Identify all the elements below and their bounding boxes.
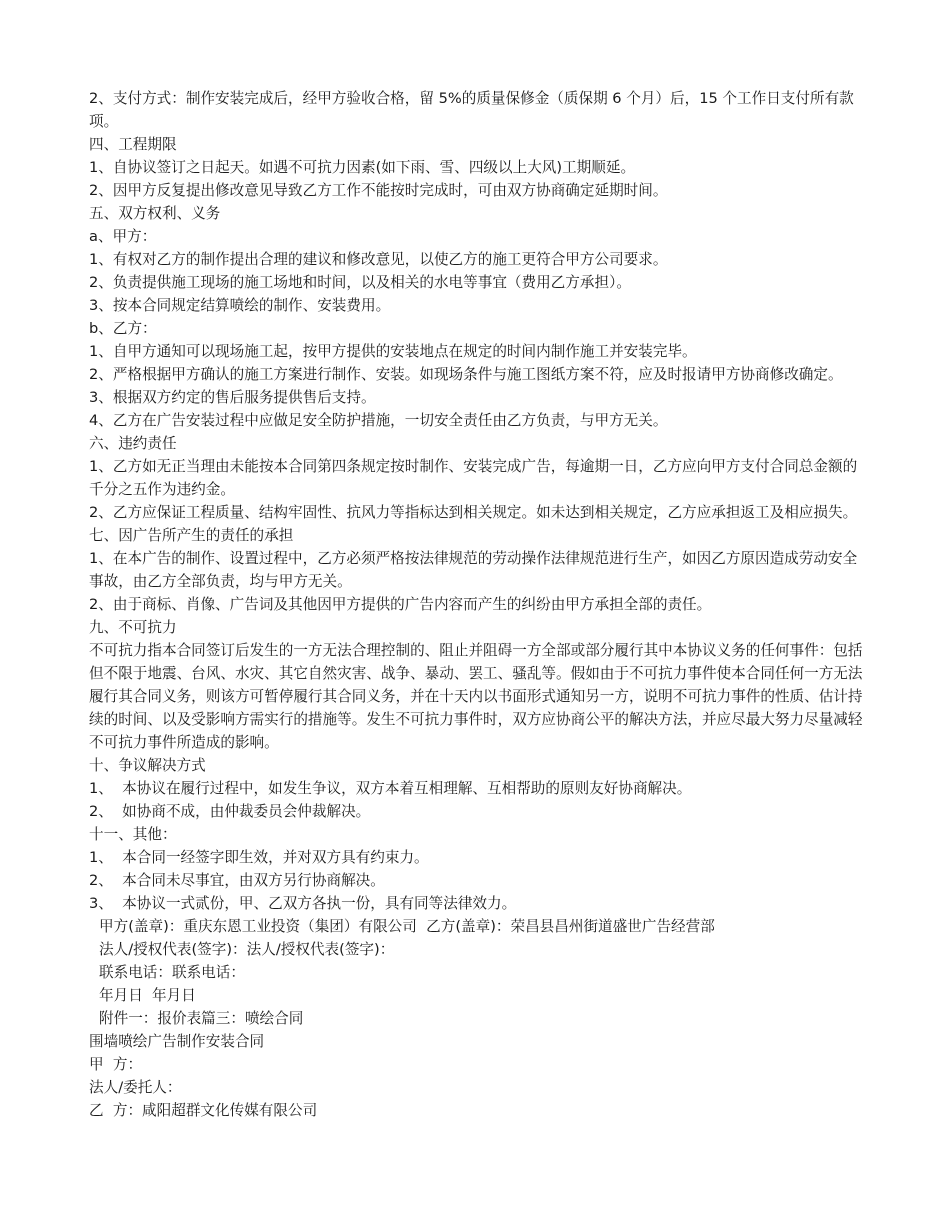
party-b-subheading: b、乙方：	[89, 320, 157, 337]
clause-text: 4、乙方在广告安装过程中应做足安全防护措施，一切安全责任由乙方负责，与甲方无关。	[89, 412, 668, 429]
section-heading-project-period: 四、工程期限	[89, 136, 177, 153]
legal-representative-field: 法人/委托人：	[89, 1079, 182, 1096]
section-heading-other: 十一、其他：	[89, 826, 177, 843]
section-heading-force-majeure: 九、不可抗力	[89, 619, 177, 636]
contract-document	[89, 87, 864, 1122]
clause-text: 2、 本合同未尽事宜，由双方另行协商解决。	[89, 872, 385, 889]
clause-text: 2、因甲方反复提出修改意见导致乙方工作不能按时完成时，可由双方协商确定延期时间。	[89, 182, 668, 199]
clause-text: 1、自协议签订之日起天。如遇不可抗力因素(如下雨、雪、四级以上大风)工期顺延。	[89, 159, 636, 176]
clause-text: 2、负责提供施工现场的施工场地和时间，以及相关的水电等事宜（费用乙方承担）。	[89, 274, 631, 291]
clause-text: 1、 本合同一经签字即生效，并对双方具有约束力。	[89, 849, 429, 866]
clause-text: 3、根据双方约定的售后服务提供售后支持。	[89, 389, 376, 406]
party-b-field: 乙 方：咸阳超群文化传媒有限公司	[89, 1102, 318, 1119]
section-heading-rights-obligations: 五、双方权利、义务	[89, 205, 221, 222]
payment-method-clause: 2、支付方式：制作安装完成后，经甲方验收合格，留 5%的质量保修金（质保期 6 个月）后，15 个工作日支付所有款项。	[89, 90, 854, 130]
clause-text: 3、按本合同规定结算喷绘的制作、安装费用。	[89, 297, 391, 314]
signature-representative-line: 法人/授权代表(签字)：法人/授权代表(签字)：	[99, 941, 395, 958]
second-contract-title: 围墙喷绘广告制作安装合同	[89, 1033, 265, 1050]
section-heading-dispute: 十、争议解决方式	[89, 757, 206, 774]
clause-text: 2、乙方应保证工程质量、结构牢固性、抗风力等指标达到相关规定。如未达到相关规定，乙方应承担返工及相应损失。	[89, 504, 858, 521]
signature-date-line: 年月日 年月日	[99, 987, 196, 1004]
clause-text: 1、有权对乙方的制作提出合理的建议和修改意见，以使乙方的施工更符合甲方公司要求。	[89, 251, 668, 268]
clause-text: 2、 如协商不成，由仲裁委员会仲裁解决。	[89, 803, 371, 820]
section-heading-liability: 七、因广告所产生的责任的承担	[89, 527, 294, 544]
attachment-line: 附件一：报价表篇三：喷绘合同	[99, 1010, 304, 1027]
signature-seal-line: 甲方(盖章)：重庆东恩工业投资（集团）有限公司 乙方(盖章)：荣昌县昌州街道盛世广告经营部	[99, 918, 715, 935]
clause-text: 1、自甲方通知可以现场施工起，按甲方提供的安装地点在规定的时间内制作施工并安装完毕。	[89, 343, 697, 360]
party-a-field: 甲 方：	[89, 1056, 143, 1073]
clause-text: 2、严格根据甲方确认的施工方案进行制作、安装。如现场条件与施工图纸方案不符，应及时报请甲方协商修改确定。	[89, 366, 843, 383]
force-majeure-paragraph: 不可抗力指本合同签订后发生的一方无法合理控制的、阻止并阻碍一方全部或部分履行其中本协议义务的任何事件：包括但不限于地震、台风、水灾、其它自然灾害、战争、暴动、罢工、骚乱等。假如由于不可抗力事件使本合同任何一方无法履行其合同义务，则该方可暂停履行其合同义务，并在十天内以书面形式通知另一方，说明不可抗力事件的性质、估计持续的时间、以及受影响方需实行的措施等。发生不可抗力事件时，双方应协商公平的解决方法，并应尽最大努力尽量减轻不可抗力事件所造成的影响。	[89, 642, 863, 751]
section-heading-breach: 六、违约责任	[89, 435, 177, 452]
clause-text: 2、由于商标、肖像、广告词及其他因甲方提供的广告内容而产生的纠纷由甲方承担全部的责任。	[89, 596, 712, 613]
clause-text: 3、 本协议一式贰份，甲、乙双方各执一份，具有同等法律效力。	[89, 895, 517, 912]
clause-text: 1、 本协议在履行过程中，如发生争议，双方本着互相理解、互相帮助的原则友好协商解决。	[89, 780, 692, 797]
party-a-subheading: a、甲方：	[89, 228, 157, 245]
clause-text: 1、在本广告的制作、设置过程中，乙方必须严格按法律规范的劳动操作法律规范进行生产，如因乙方原因造成劳动安全事故，由乙方全部负责，均与甲方无关。	[89, 550, 858, 590]
clause-text: 1、乙方如无正当理由未能按本合同第四条规定按时制作、安装完成广告，每逾期一日，乙方应向甲方支付合同总金额的千分之五作为违约金。	[89, 458, 858, 498]
signature-phone-line: 联系电话：联系电话：	[99, 964, 245, 981]
